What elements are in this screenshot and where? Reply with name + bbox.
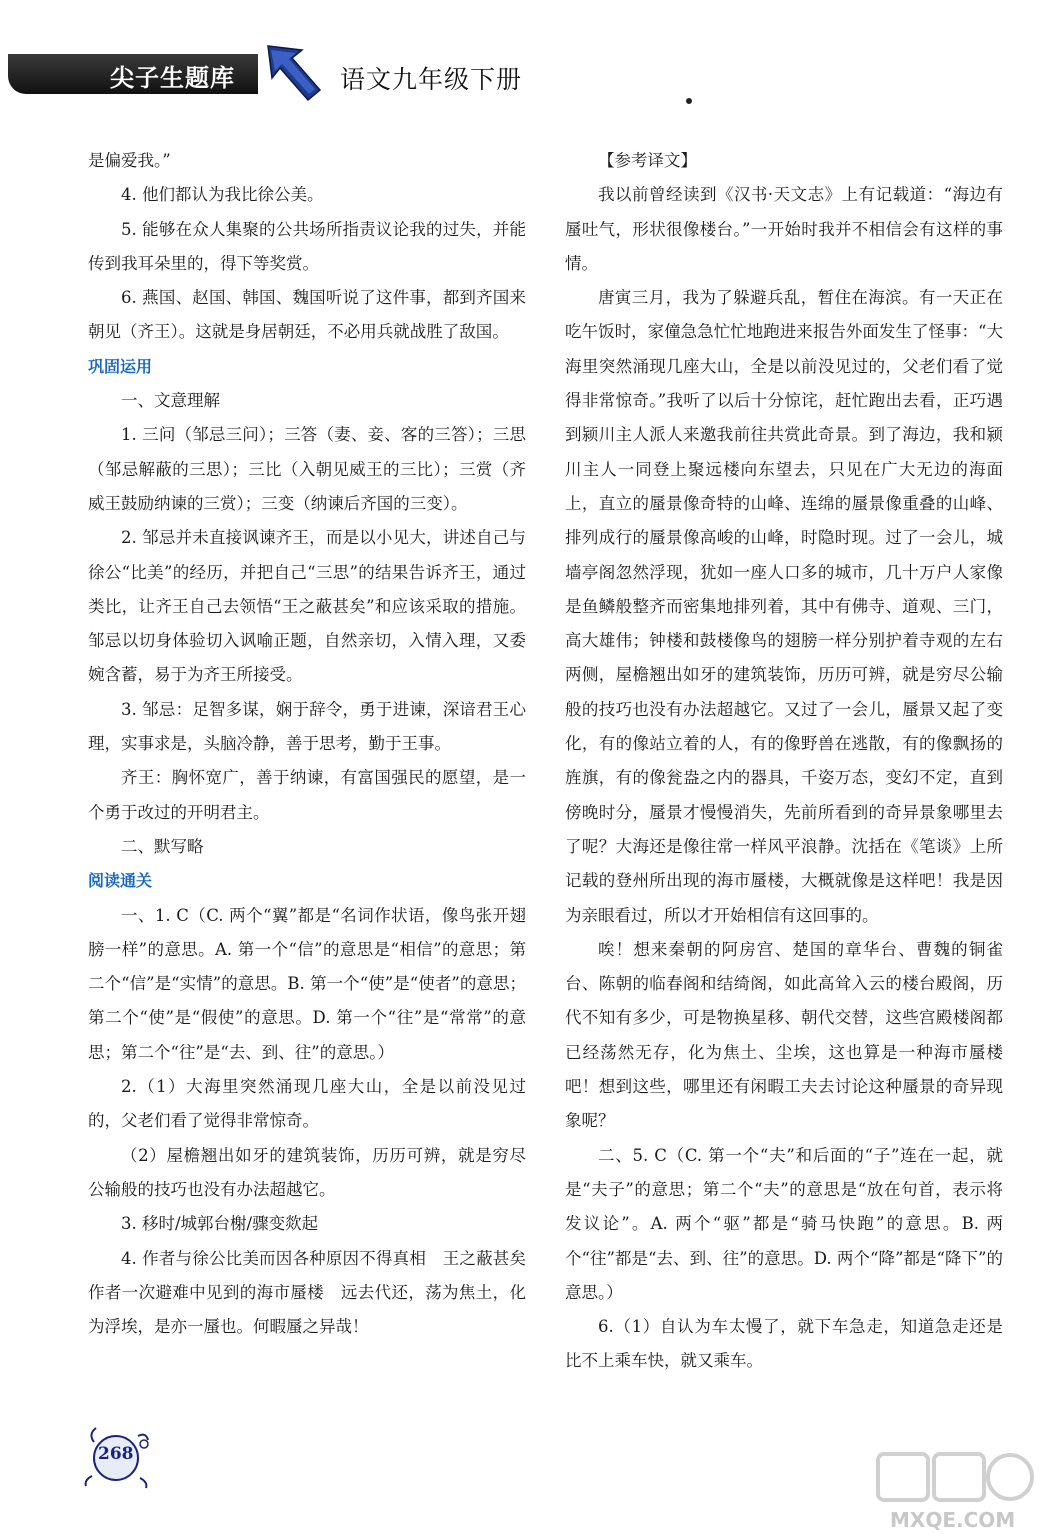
paragraph: 二、默写略 <box>121 836 204 856</box>
paragraph: 4. 他们都认为我比徐公美。 <box>121 185 324 205</box>
paragraph: 唉！想来秦朝的阿房宫、楚国的章华台、曹魏的铜雀台、陈朝的临春阁和结绮阁，如此高耸入云的楼台殿阁，历代不知有多少，可是物换星移、朝代交替，这些宫殿楼阁都已经荡然无存，化为焦土、尘埃，这也算是一种海市蜃楼吧！想到这些，哪里还有闲暇工夫去讨论这种蜃景的奇异现象呢？ <box>565 939 1003 1131</box>
dot-mark <box>686 98 692 104</box>
left-column <box>88 144 543 1344</box>
paragraph: 唐寅三月，我为了躲避兵乱，暂住在海滨。有一天正在吃午饭时，家僮急急忙忙地跑进来报告外面发生了怪事：“大海里突然涌现几座大山，全是以前没见过的，父老们看了觉得非常惊奇。”我听了以后十分惊诧，赶忙跑出去看，正巧遇到颍川主人派人来邀我前往共赏此奇景。到了海边，我和颍川主人一同登上聚远楼向东望去，只见在广大无边的海面上，直立的蜃景像奇特的山峰、连绵的蜃景像重叠的山峰、排列成行的蜃景像高峻的山峰，时隐时现。过了一会儿，城墙亭阁忽然浮现，犹如一座人口多的城市，几十万户人家像是鱼鳞般整齐而密集地排列着，其中有佛寺、道观、三门，高大雄伟；钟楼和鼓楼像鸟的翅膀一样分别护着寺观的左右两侧，屋檐翘出如牙的建筑装饰，历历可辨，就是穷尽公输般的技巧也没有办法超越它。又过了一会儿，蜃景又起了变化，有的像站立着的人，有的像野兽在逃散，有的像飘扬的旌旗，有的像瓮盎之内的器具，千姿万态，变幻不定，直到傍晚时分，蜃景才慢慢消失，先前所看到的奇异景象哪里去了呢？大海还是像往常一样风平浪静。沈括在《笔谈》上所记载的登州所出现的海市蜃楼，大概就像是这样吧！我是因为亲眼看过，所以才开始相信有这回事的。 <box>565 288 1003 925</box>
paragraph: （2）屋檐翘出如牙的建筑装饰，历历可辨，就是穷尽公输般的技巧也没有办法超越它。 <box>88 1145 526 1199</box>
paragraph: 一、文意理解 <box>121 391 220 411</box>
paragraph: 6. 燕国、赵国、韩国、魏国听说了这件事，都到齐国来朝见（齐王）。这就是身居朝廷，不必用兵就战胜了敌国。 <box>88 288 526 342</box>
paragraph: 1. 三问（邹忌三问）；三答（妻、妾、客的三答）；三思（邹忌解蔽的三思）；三比（入朝见威王的三比）；三赏（齐威王鼓励纳谏的三赏）；三变（纳谏后齐国的三变）。 <box>88 425 526 513</box>
section-heading: 巩固运用 <box>88 356 153 376</box>
watermark-text: MXQE.COM <box>890 1508 1016 1532</box>
paragraph: 2.（1）大海里突然涌现几座大山，全是以前没见过的，父老们看了觉得非常惊奇。 <box>88 1077 526 1131</box>
paragraph: 【参考译文】 <box>598 151 697 170</box>
paragraph: 二、5. C（C. 第一个“夫”和后面的“子”连在一起，就是“夫子”的意思；第二个“夫”的意思是“放在句首，表示将发议论”。A. 两个“驱”都是“骑马快跑”的意思。B. 两个“往”都是“去、到、往”的意思。D. 两个“降”都是“降下”的意思。） <box>565 1145 1003 1302</box>
paragraph: 5. 能够在众人集聚的公共场所指责议论我的过失，并能传到我耳朵里的，得下等奖赏。 <box>88 219 526 273</box>
paragraph: 6.（1）自认为车太慢了，就下车急走，知道急走还是比不上乘车快，就又乘车。 <box>565 1317 1003 1371</box>
section-heading: 阅读通关 <box>88 871 153 891</box>
paragraph: 一、1. C（C. 两个“翼”都是“名词作状语，像鸟张开翅膀一样”的意思。A. 第一个“信”的意思是“相信”的意思；第二个“信”是“实情”的意思。B. 第一个“使”是“使者”的意思；第二个“使”是“假使”的意思。D. 第一个“往”是“常常”的意思；第二个“往”是“去、到、往”的意思。） <box>88 905 526 1062</box>
paragraph: 我以前曾经读到《汉书·天文志》上有记载道：“海边有蜃吐气，形状很像楼台。”一开始时我并不相信会有这样的事情。 <box>565 185 1003 273</box>
paragraph: 齐王：胸怀宽广，善于纳谏，有富国强民的愿望，是一个勇于改过的开明君主。 <box>88 768 526 822</box>
subject-title: 语文九年级下册 <box>340 65 523 94</box>
brand-title: 尖子生题库 <box>110 64 235 92</box>
paragraph: 4. 作者与徐公比美而因各种原因不得真相 王之蔽甚矣 作者一次避难中见到的海市蜃楼 远去代还，荡为焦土，化为浮埃，是亦一蜃也。何暇蜃之异哉！ <box>88 1248 543 1337</box>
arrow-icon <box>262 42 324 104</box>
right-column <box>565 144 1003 1379</box>
paragraph: 3. 邹忌：足智多谋，娴于辞令，勇于进谏，深谙君王心理，实事求是，头脑冷静，善于思考，勤于王事。 <box>88 699 526 754</box>
page-header <box>0 40 1042 120</box>
paragraph: 2. 邹忌并未直接讽谏齐王，而是以小见大，讲述自己与徐公“比美”的经历，并把自己“三思”的结果告诉齐王，通过类比，让齐王自己去领悟“王之蔽甚矣”和应该采取的措施。邹忌以切身体验切入讽喻正题，自然亲切，入情入理，又委婉含蓄，易于为齐王所接受。 <box>88 528 526 685</box>
page-number: 268 <box>98 1444 134 1464</box>
paragraph: 是偏爱我。” <box>88 151 171 170</box>
paragraph: 3. 移时/城郭台榭/骤变欻起 <box>121 1214 319 1234</box>
